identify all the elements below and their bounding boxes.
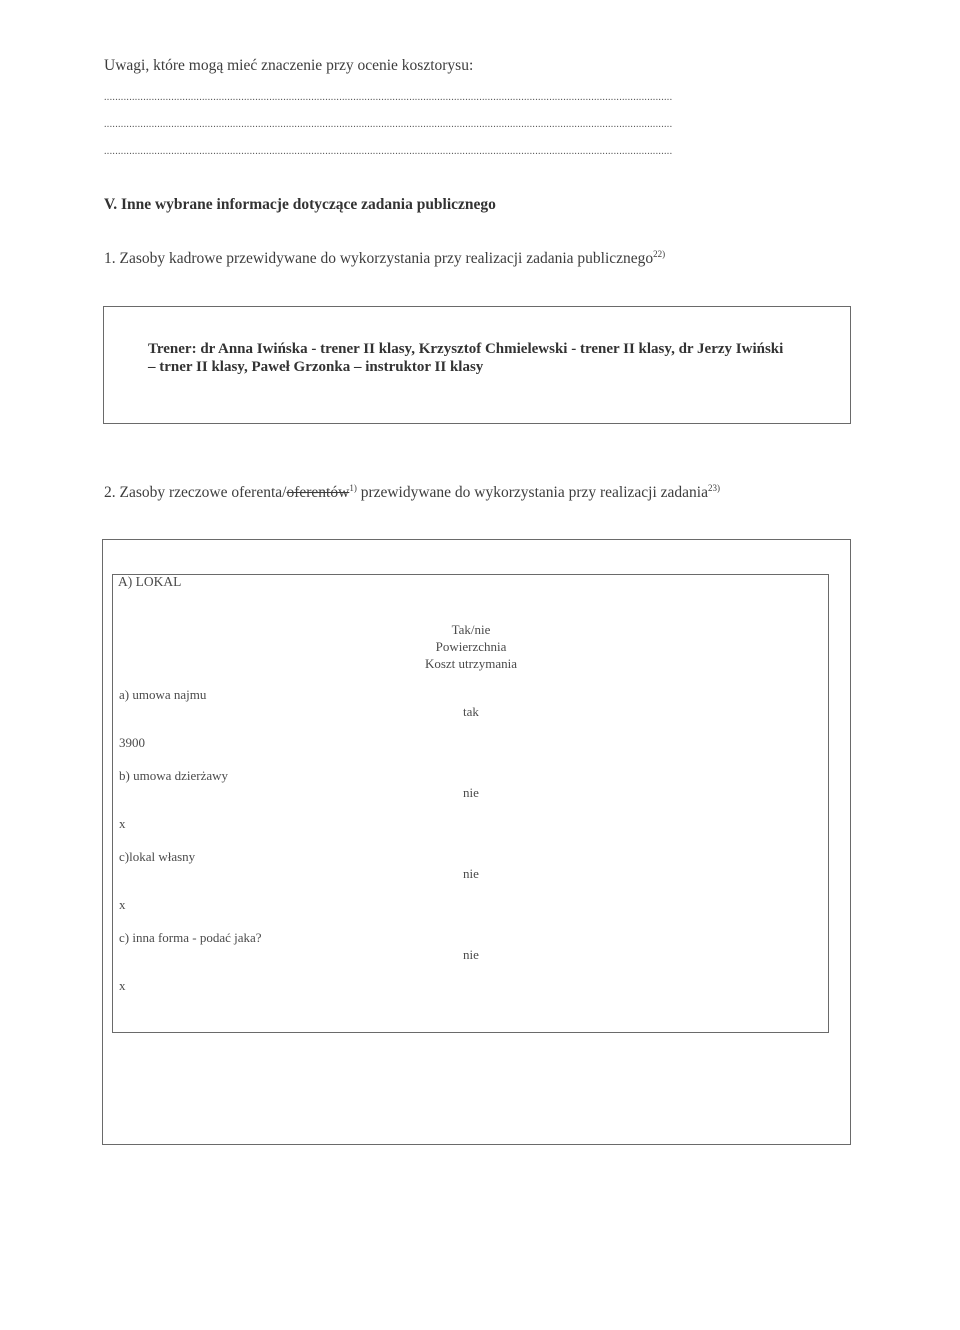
- staff-resources-text: 1. Zasoby kadrowe przewidywane do wykorzystania przy realizacji zadania publicznego: [104, 250, 654, 267]
- staff-line: Trener: dr Anna Iwińska - trener II klasy, Krzysztof Chmielewski - trener II klasy, dr Jerzy Iwiński: [148, 341, 784, 357]
- footnote-ref: 23): [707, 482, 720, 493]
- footnote-ref: 1): [349, 482, 357, 493]
- remarks-dotted-line: ...........................................................................................................................................................................................................: [104, 119, 673, 130]
- staff-resources-box: [103, 306, 851, 424]
- row-label: c)lokal własny: [119, 849, 196, 864]
- premises-title: A) LOKAL: [118, 574, 182, 589]
- row-answer: nie: [463, 866, 479, 881]
- remarks-dotted-line: ...........................................................................................................................................................................................................: [104, 146, 673, 157]
- material-resources-label: [104, 484, 720, 502]
- premises-box: [112, 574, 829, 1033]
- row-answer: nie: [463, 947, 479, 962]
- remarks-label: Uwagi, które mogą mieć znaczenie przy ocenie kosztorysu:: [104, 57, 474, 74]
- material-resources-text-b: przewidywane do wykorzystania przy realizacji zadania: [360, 484, 708, 501]
- section-heading: V. Inne wybrane informacje dotyczące zadania publicznego: [104, 196, 496, 213]
- staff-line: – trner II klasy, Paweł Grzonka – instruktor II klasy: [148, 359, 484, 375]
- row-label: b) umowa dzierżawy: [119, 768, 229, 783]
- row-answer: nie: [463, 785, 479, 800]
- remarks-dotted-line: ...........................................................................................................................................................................................................: [104, 92, 673, 103]
- column-header-area: Powierzchnia: [435, 639, 507, 654]
- row-label: a) umowa najmu: [119, 687, 207, 702]
- row-extra: x: [119, 897, 126, 912]
- row-extra: x: [119, 816, 126, 831]
- column-header-cost: Koszt utrzymania: [424, 656, 518, 671]
- staff-resources-label: [104, 250, 665, 268]
- material-resources-box: [102, 539, 851, 1145]
- row-extra: 3900: [119, 735, 145, 750]
- row-extra: x: [119, 978, 126, 993]
- row-label: c) inna forma - podać jaka?: [119, 930, 262, 945]
- strikethrough-text: oferentów: [286, 484, 350, 501]
- row-answer: tak: [463, 704, 479, 719]
- material-resources-text-a: 2. Zasoby rzeczowe oferenta/: [104, 484, 287, 501]
- footnote-ref: 22): [653, 248, 666, 259]
- column-header-yes-no: Tak/nie: [451, 622, 491, 637]
